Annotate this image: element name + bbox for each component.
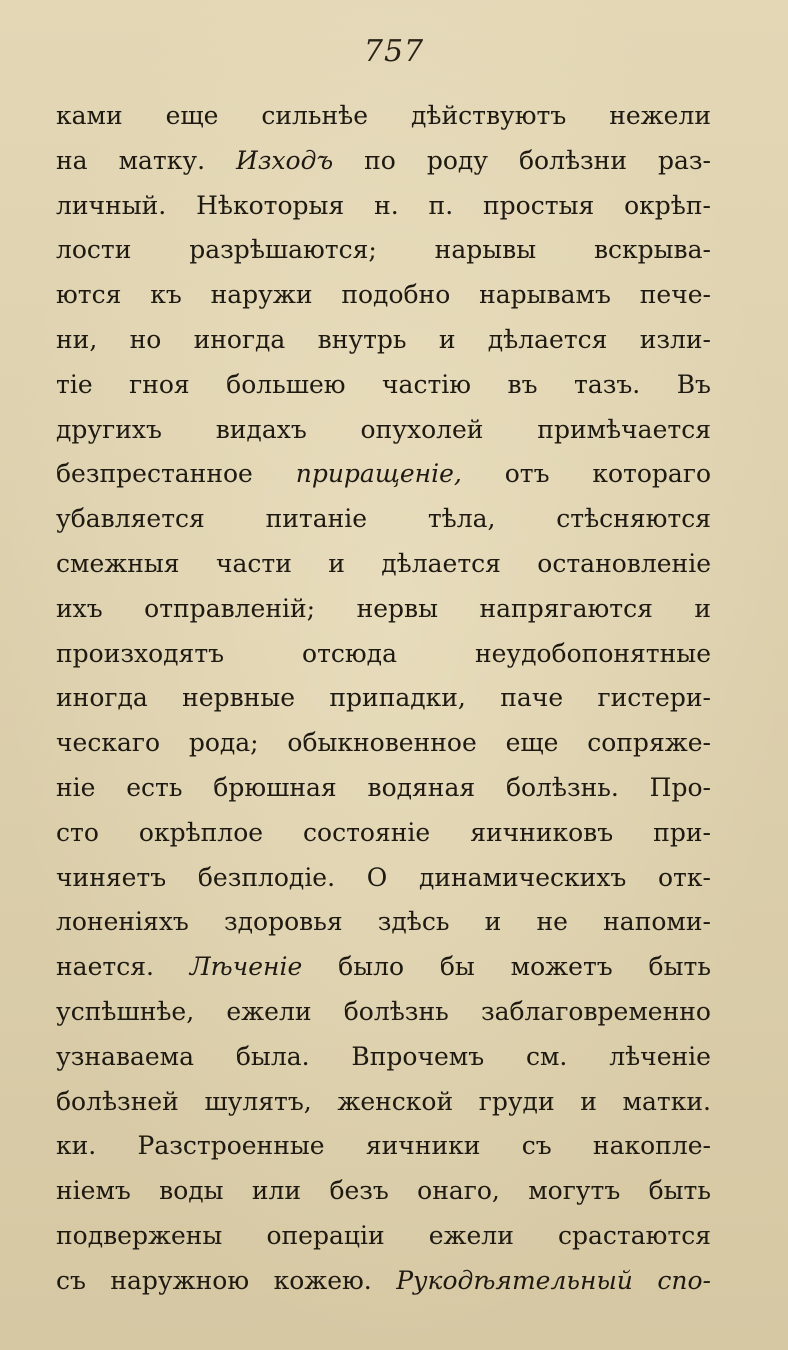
text-line: лости разрѣшаются; нарывы вскрыва- <box>56 235 711 265</box>
text-line: убавляется питаніе тѣла, стѣсняются <box>56 504 711 534</box>
text-line: чиняетъ безплодіе. О динамическихъ отк- <box>56 862 711 892</box>
text-line: ки. Разстроенные яичники съ накопле- <box>56 1131 711 1161</box>
text-line: ніемъ воды или безъ онаго, могутъ быть <box>56 1176 711 1206</box>
text-line: болѣзней шулятъ, женской груди и матки. <box>56 1086 711 1116</box>
text-line: ихъ отправленій; нервы напрягаются и <box>56 593 711 623</box>
text-line: ни, но иногда внутрь и дѣлается изли- <box>56 324 711 354</box>
text-line: ніе есть брюшная водяная болѣзнь. Про- <box>56 772 711 802</box>
text-line: смежныя части и дѣлается остановленіе <box>56 548 711 578</box>
text-line: произходятъ отсюда неудобопонятные <box>56 638 711 668</box>
text-line: подвержены операціи ежели срастаются <box>56 1220 711 1250</box>
text-line: ками еще сильнѣе дѣйствуютъ нежели <box>56 101 711 130</box>
text-line: сто окрѣплое состояніе яичниковъ при- <box>56 817 711 847</box>
text-line: нается. Лѣченіе было бы можетъ быть <box>56 952 711 982</box>
text-line: иногда нервные припадки, паче гистери- <box>56 683 711 713</box>
text-line: лоненіяхъ здоровья здѣсь и не напоми- <box>56 907 711 937</box>
text-line: другихъ видахъ опухолей примѣчается <box>56 414 711 444</box>
text-line: личный. Нѣкоторыя н. п. простыя окрѣп- <box>56 190 711 220</box>
text-line: ются къ наружи подобно нарывамъ пече- <box>56 280 711 310</box>
text-line: на матку. Изходъ по роду болѣзни раз- <box>56 145 711 175</box>
text-line: успѣшнѣе, ежели болѣзнь заблаговременно <box>56 996 711 1026</box>
text-line: узнаваема была. Впрочемъ см. лѣченіе <box>56 1041 711 1071</box>
text-line: съ наружною кожею. Рукодѣятельный спо- <box>56 1265 711 1295</box>
text-line: безпрестанное приращеніе, отъ котораго <box>56 459 711 489</box>
page-number: 757 <box>363 34 425 69</box>
text-line: ческаго рода; обыкновенное еще сопряже- <box>56 728 711 758</box>
text-line: тіе гноя большею частію въ тазъ. Въ <box>56 369 711 399</box>
body-text <box>56 94 711 1304</box>
